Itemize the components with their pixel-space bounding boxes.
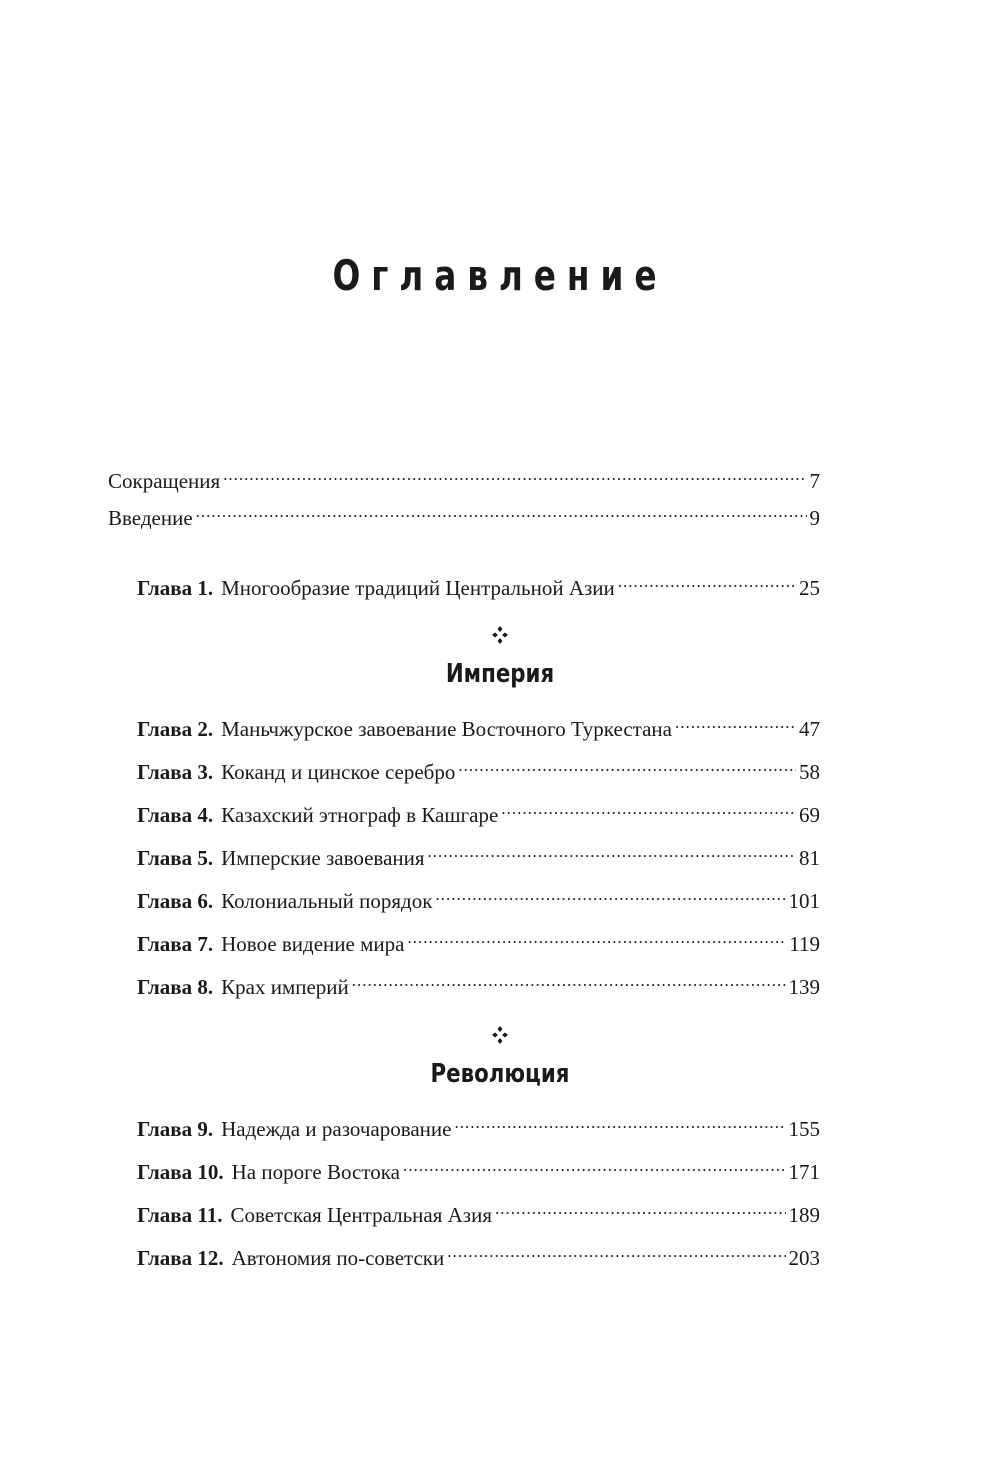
dot-leader bbox=[501, 794, 796, 822]
toc-page-number: 58 bbox=[799, 760, 820, 784]
toc-entry-label: Крах империй bbox=[221, 975, 349, 999]
toc-entry-chapter-3[interactable] bbox=[137, 751, 820, 786]
toc-page-number: 101 bbox=[788, 889, 820, 913]
chapter-number: Глава 6. bbox=[137, 889, 214, 913]
toc-page-number: 171 bbox=[788, 1160, 820, 1184]
toc-entry-chapter-9[interactable] bbox=[137, 1108, 820, 1143]
chapter-number: Глава 11. bbox=[137, 1203, 223, 1227]
toc-entry-chapter-7[interactable] bbox=[137, 923, 820, 958]
dot-leader bbox=[403, 1151, 786, 1179]
toc-page-number: 25 bbox=[799, 576, 820, 600]
toc-entry-abbreviations[interactable] bbox=[108, 460, 820, 495]
toc-entry-introduction[interactable] bbox=[108, 497, 820, 532]
toc-entry-chapter-8[interactable] bbox=[137, 966, 820, 1001]
dot-leader bbox=[454, 1108, 785, 1136]
toc-entry-label: Надежда и разочарование bbox=[221, 1117, 452, 1141]
toc-entry-label: На пороге Востока bbox=[231, 1160, 400, 1184]
toc-entry-chapter-11[interactable] bbox=[137, 1194, 820, 1229]
toc-entry-chapter-5[interactable] bbox=[137, 837, 820, 872]
dot-leader bbox=[495, 1194, 785, 1222]
chapter-number: Глава 4. bbox=[137, 803, 214, 827]
chapter-number: Глава 2. bbox=[137, 717, 214, 741]
toc-entry-label: Новое видение мира bbox=[221, 932, 405, 956]
toc-page-number: 9 bbox=[809, 506, 820, 530]
chapter-number: Глава 3. bbox=[137, 760, 214, 784]
toc-entry-chapter-4[interactable] bbox=[137, 794, 820, 829]
dot-leader bbox=[435, 880, 785, 908]
toc-entry-label: Коканд и цинское серебро bbox=[221, 760, 456, 784]
dot-leader bbox=[428, 837, 796, 865]
chapter-number: Глава 5. bbox=[137, 846, 214, 870]
toc-page-number: 203 bbox=[788, 1246, 820, 1270]
toc-page-number: 7 bbox=[809, 469, 820, 493]
toc-page-number: 189 bbox=[788, 1203, 820, 1227]
chapter-number: Глава 8. bbox=[137, 975, 214, 999]
toc-entry-label: Автономия по-советски bbox=[231, 1246, 445, 1270]
chapter-number: Глава 9. bbox=[137, 1117, 214, 1141]
toc-entry-label: Имперские завоевания bbox=[221, 846, 425, 870]
toc-entry-label: Казахский этнограф в Кашгаре bbox=[221, 803, 499, 827]
toc-page-number: 155 bbox=[788, 1117, 820, 1141]
dot-leader bbox=[458, 751, 796, 779]
toc-entry-label: Многообразие традиций Центральной Азии bbox=[221, 576, 615, 600]
toc-entry-chapter-12[interactable] bbox=[137, 1237, 820, 1272]
toc-page-number: 47 bbox=[799, 717, 820, 741]
toc-entry-label: Советская Центральная Азия bbox=[230, 1203, 493, 1227]
dot-leader bbox=[675, 708, 796, 736]
toc-page-number: 69 bbox=[799, 803, 820, 827]
chapter-number: Глава 1. bbox=[137, 576, 214, 600]
toc-entry-label: Введение bbox=[108, 506, 193, 530]
dot-leader bbox=[447, 1237, 785, 1265]
dot-leader bbox=[618, 567, 796, 595]
chapter-number: Глава 10. bbox=[137, 1160, 224, 1184]
dot-leader bbox=[407, 923, 786, 951]
toc-page-number: 81 bbox=[799, 846, 820, 870]
dot-leader bbox=[223, 460, 806, 488]
dot-leader bbox=[352, 966, 786, 994]
ornament-diamond-icon bbox=[0, 1025, 1000, 1047]
toc-page-number: 139 bbox=[788, 975, 820, 999]
chapter-number: Глава 12. bbox=[137, 1246, 224, 1270]
ornament-diamond-icon bbox=[0, 625, 1000, 647]
toc-entry-chapter-2[interactable] bbox=[137, 708, 820, 743]
toc-entry-chapter-10[interactable] bbox=[137, 1151, 820, 1186]
toc-entry-chapter-1[interactable] bbox=[137, 567, 820, 602]
page-title: Оглавление bbox=[332, 251, 668, 300]
toc-entry-label: Колониальный порядок bbox=[221, 889, 433, 913]
toc-entry-label: Сокращения bbox=[108, 469, 221, 493]
toc-page-number: 119 bbox=[789, 932, 820, 956]
toc-entry-label: Маньчжурское завоевание Восточного Туркестана bbox=[221, 717, 672, 741]
toc-entry-chapter-6[interactable] bbox=[137, 880, 820, 915]
section-title-revolution: Революция bbox=[430, 1059, 570, 1089]
dot-leader bbox=[196, 497, 807, 525]
section-title-empire: Империя bbox=[445, 659, 555, 689]
chapter-number: Глава 7. bbox=[137, 932, 214, 956]
